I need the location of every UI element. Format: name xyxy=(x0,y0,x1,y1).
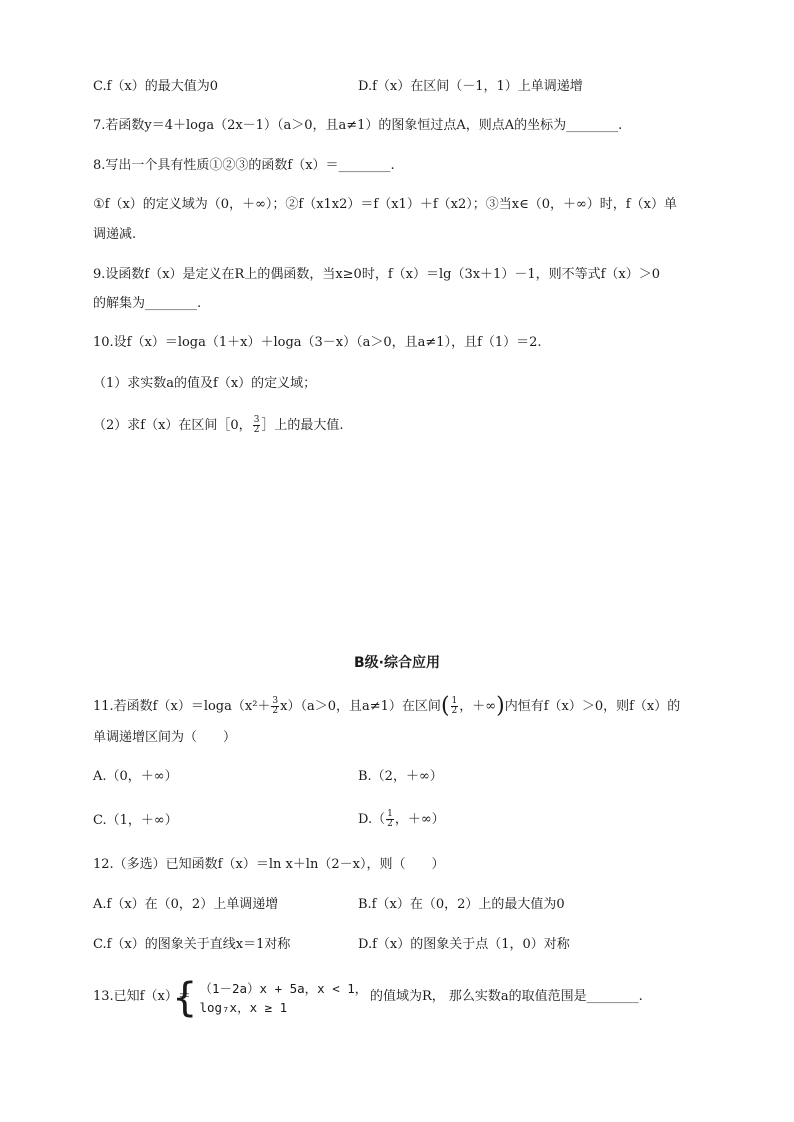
q12-option-c: C.f（x）的图象关于直线x＝1对称 xyxy=(93,937,291,952)
fraction: $\frac{3}{2}$ xyxy=(272,696,279,716)
q10-part2-text-b: ］上的最大值. xyxy=(261,418,344,433)
piecewise-cases xyxy=(199,979,367,1017)
q11-line2: 单调递增区间为（ ） xyxy=(93,730,237,745)
q11-option-d: D.（ $\frac{1}{2}$ ，＋∞） xyxy=(358,809,445,829)
q13-suffix: 的值域为R， 那么实数a的取值范围是________. xyxy=(370,989,643,1004)
q8-stem: 8.写出一个具有性质①②③的函数f（x）＝________. xyxy=(93,158,395,173)
q10-part2 xyxy=(93,416,344,435)
big-paren-open: ( xyxy=(440,693,450,719)
q11-option-b: B.（2，＋∞） xyxy=(358,769,443,784)
section-b-title: B级·综合应用 xyxy=(354,655,440,671)
q10-part2-text-a: （2）求f（x）在区间［0， xyxy=(93,418,252,433)
q9-line1: 9.设函数f（x）是定义在R上的偶函数，当x≥0时，f（x）＝lg（3x＋1）－1，则不等式f（x）＞0 xyxy=(93,267,661,282)
big-paren-close: ) xyxy=(496,693,505,719)
q12-option-b: B.f（x）在（0，2）上的最大值为0 xyxy=(358,897,565,912)
q11-line1: 11.若函数f（x）＝loga（x²＋ $\frac{3}{2}$ x）（a＞0，且a≠1）在区间( $\frac{1}{2}$ ，＋∞)内恒有f（x）＞0，则f（x）的 xyxy=(93,693,681,719)
fraction: $\frac{1}{2}$ xyxy=(387,809,393,829)
q13-prefix: 13.已知f（x）＝ xyxy=(93,989,191,1004)
fraction: $\frac{1}{2}$ xyxy=(451,696,458,716)
q9-line2: 的解集为________. xyxy=(93,296,202,311)
q12-option-a: A.f（x）在（0，2）上单调递增 xyxy=(93,897,279,912)
piecewise-case-2: log₇x，x ≥ 1 xyxy=(199,1000,288,1015)
q11-option-c: C.（1，＋∞） xyxy=(93,813,178,828)
q10-stem: 10.设f（x）＝loga（1＋x）＋loga（3－x）（a＞0，且a≠1），且f（1）＝2. xyxy=(93,335,542,350)
fraction: $\frac{3}{2}$ xyxy=(253,415,260,435)
q12-stem: 12.（多选）已知函数f（x）＝ln x＋ln（2－x），则（ ） xyxy=(93,857,445,872)
q6-option-c: C.f（x）的最大值为0 xyxy=(93,79,219,94)
q13-piecewise-function xyxy=(172,975,368,1021)
q11-option-a: A.（0，＋∞） xyxy=(93,769,178,784)
piecewise-case-1: （1－2a）x + 5a，x < 1， xyxy=(199,981,368,996)
q10-part1: （1）求实数a的值及f（x）的定义域； xyxy=(93,376,317,391)
q12-option-d: D.f（x）的图象关于点（1，0）对称 xyxy=(358,937,570,952)
q8-properties-line2: 调递减. xyxy=(93,227,137,242)
q8-properties-line1: ①f（x）的定义域为（0，＋∞）；②f（x1x2）＝f（x1）＋f（x2）；③当x∈（0，＋∞）时，f（x）单 xyxy=(93,197,677,212)
q6-option-d: D.f（x）在区间（－1，1）上单调递增 xyxy=(358,79,583,94)
left-brace: { xyxy=(172,975,198,1021)
q7-text: 7.若函数y＝4＋loga（2x－1）（a＞0，且a≠1）的图象恒过点A，则点A的坐标为________. xyxy=(93,118,623,133)
